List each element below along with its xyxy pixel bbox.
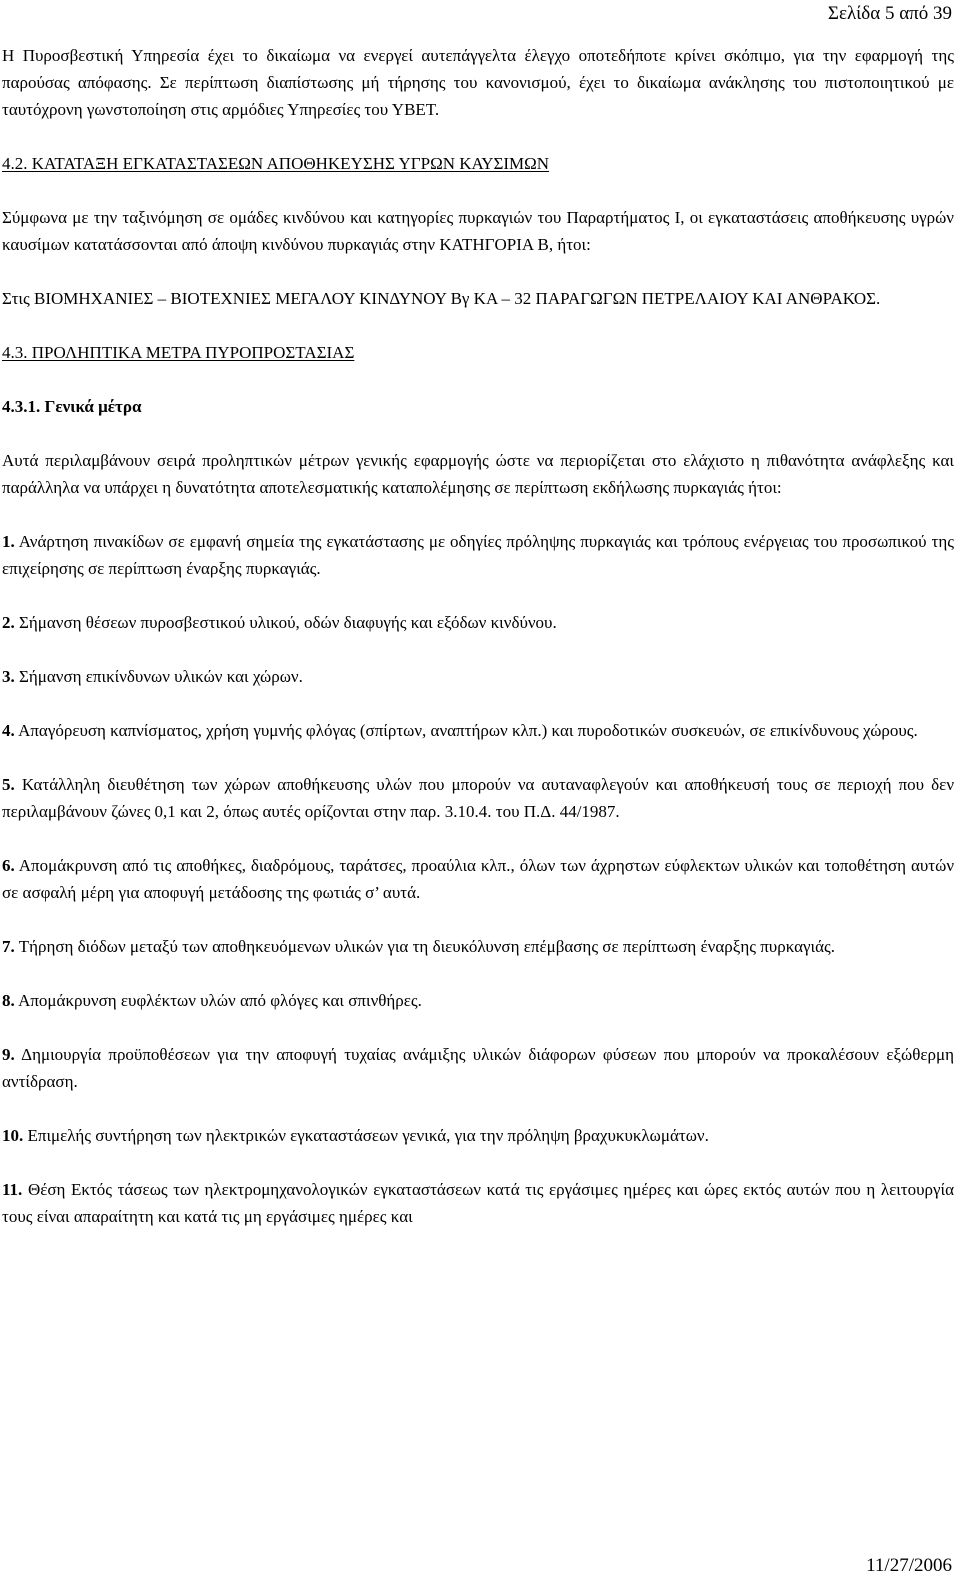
measure-number: 10. [2,1126,24,1145]
measure-number: 6. [2,856,15,875]
measure-text: Απαγόρευση καπνίσματος, χρήση γυμνής φλόγας (σπίρτων, αναπτήρων κλπ.) και πυροδοτικών συσκευών, σε επικίνδυνους χώρους. [18,721,918,740]
measure-item [2,987,954,1014]
document-body [2,42,954,1257]
measure-number: 2. [2,613,15,632]
measure-number: 7. [2,937,15,956]
measure-number: 11. [2,1180,23,1199]
measure-text: Δημιουργία προϋποθέσεων για την αποφυγή τυχαίας ανάμιξης υλικών διάφορων φύσεων που μπορούν να προκαλέσουν εξώθερμη αντίδραση. [2,1045,954,1091]
measure-item [2,1176,954,1230]
category-paragraph: Στις ΒΙΟΜΗΧΑΝΙΕΣ – ΒΙΟΤΕΧΝΙΕΣ ΜΕΓΑΛΟΥ ΚΙΝΔΥΝΟΥ Βγ ΚΑ – 32 ΠΑΡΑΓΩΓΩΝ ΠΕΤΡΕΛΑΙΟΥ ΚΑΙ ΑΝΘΡΑΚΟΣ. [2,289,881,308]
section-heading-4-2: 4.2. ΚΑΤΑΤΑΞΗ ΕΓΚΑΤΑΣΤΑΣΕΩΝ ΑΠΟΘΗΚΕΥΣΗΣ ΥΓΡΩΝ ΚΑΥΣΙΜΩΝ [2,154,550,173]
measure-text: Ανάρτηση πινακίδων σε εμφανή σημεία της εγκατάστασης με οδηγίες πρόληψης πυρκαγιάς και τρόπους ενέργειας του προσωπικού της επιχείρησης σε περίπτωση έναρξης πυρκαγιάς. [2,532,954,578]
measure-text: Απομάκρυνση ευφλέκτων υλών από φλόγες και σπινθήρες. [18,991,422,1010]
measure-number: 8. [2,991,15,1010]
measure-item [2,771,954,825]
measure-item [2,528,954,582]
measure-number: 5. [2,775,15,794]
subsection-heading-4-3-1: 4.3.1. Γενικά μέτρα [2,397,142,416]
measure-number: 1. [2,532,15,551]
measure-text: Τήρηση διόδων μεταξύ των αποθηκευόμενων υλικών για τη διευκόλυνση επέμβασης σε περίπτωση έναρξης πυρκαγιάς. [18,937,835,956]
measure-number: 3. [2,667,15,686]
measure-text: Κατάλληλη διευθέτηση των χώρων αποθήκευσης υλών που μπορούν να αυταναφλεγούν και αποθήκευσή τους σε περιοχή που δεν περιλαμβάνουν ζώνες 0,1 και 2, όπως αυτές ορίζονται στην παρ. 3.10.4. του Π.Δ. 44/1987. [2,775,955,821]
measure-item [2,1122,954,1149]
measure-text: Θέση Εκτός τάσεως των ηλεκτρομηχανολογικών εγκαταστάσεων κατά τις εργάσιμες ημέρες και ώρες εκτός αυτών που η λειτουργία τους είναι απαραίτητη και κατά τις μη εργάσιμες ημέρες και [2,1180,955,1226]
measure-item [2,663,954,690]
measure-item [2,1041,954,1095]
page-number: Σελίδα 5 από 39 [827,3,952,24]
footer-date: 11/27/2006 [866,1555,952,1576]
measure-item [2,852,954,906]
measure-text: Σήμανση θέσεων πυροσβεστικού υλικού, οδών διαφυγής και εξόδων κινδύνου. [19,613,557,632]
general-measures-intro: Αυτά περιλαμβάνουν σειρά προληπτικών μέτρων γενικής εφαρμογής ώστε να περιορίζεται στο ελάχιστο η πιθανότητα ανάφλεξης και παράλληλα να υπάρχει η δυνατότητα αποτελεσματικής καταπολέμησης σε περίπτωση εκδήλωσης πυρκαγιάς ήτοι: [2,451,954,497]
measure-item [2,609,954,636]
measure-number: 9. [2,1045,15,1064]
measure-text: Απομάκρυνση από τις αποθήκες, διαδρόμους, ταράτσες, προαύλια κλπ., όλων των άχρηστων εύφλεκτων υλικών και τοποθέτηση αυτών σε ασφαλή μέρη για αποφυγή μετάδοσης της φωτιάς σ’ αυτά. [2,856,954,902]
intro-paragraph: Η Πυροσβεστική Υπηρεσία έχει το δικαίωμα να ενεργεί αυτεπάγγελτα έλεγχο οποτεδήποτε κρίνει σκόπιμο, για την εφαρμογή της παρούσας απόφασης. Σε περίπτωση διαπίστωσης μή τήρησης του κανονισμού, έχει το δικαίωμα ανάκλησης του πιστοποιητικού με ταυτόχρονη γωνστοποίηση στις αρμόδιες Υπηρεσίες του ΥΒΕΤ. [2,46,954,119]
measure-text: Σήμανση επικίνδυνων υλικών και χώρων. [19,667,303,686]
measure-number: 4. [2,721,15,740]
measure-text: Επιμελής συντήρηση των ηλεκτρικών εγκαταστάσεων γενικά, για την πρόληψη βραχυκυκλωμάτων. [27,1126,709,1145]
measure-item [2,933,954,960]
measure-item [2,717,954,744]
section-heading-4-3: 4.3. ΠΡΟΛΗΠΤΙΚΑ ΜΕΤΡΑ ΠΥΡΟΠΡΟΣΤΑΣΙΑΣ [2,343,355,362]
classification-paragraph: Σύμφωνα με την ταξινόμηση σε ομάδες κινδύνου και κατηγορίες πυρκαγιών του Παραρτήματος Ι, οι εγκαταστάσεις αποθήκευσης υγρών καυσίμων κατατάσσονται από άποψη κινδύνου πυρκαγιάς στην ΚΑΤΗΓΟΡΙΑ Β, ήτοι: [2,208,954,254]
